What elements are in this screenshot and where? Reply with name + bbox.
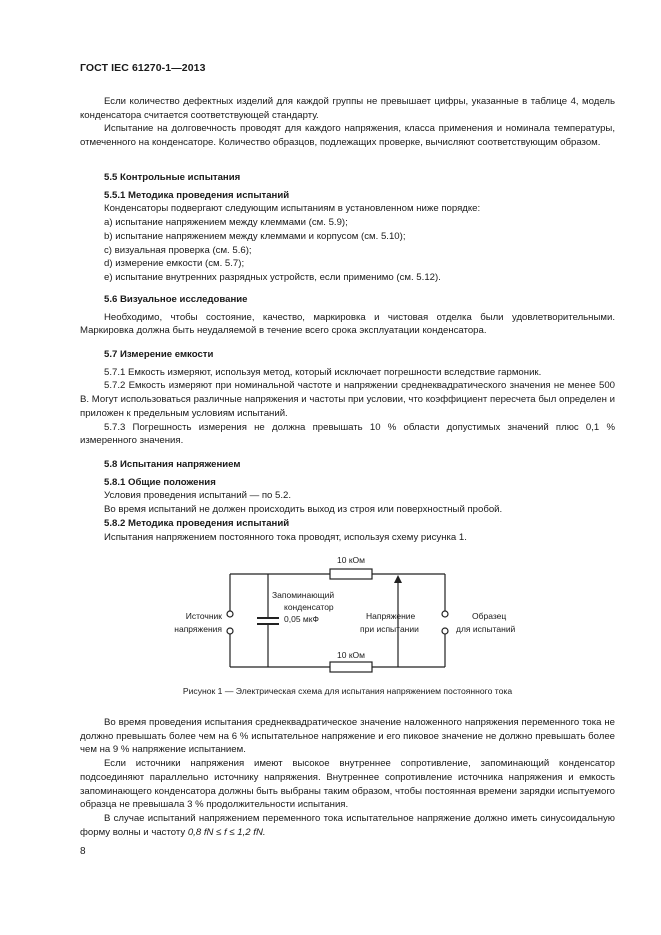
test-voltage-label: Напряжение: [366, 611, 416, 621]
test-voltage-label: при испытании: [360, 624, 419, 634]
page-number: 8: [80, 846, 86, 857]
intro-paragraph-1: Если количество дефектных изделий для каждой группы не превышает цифры, указанные в таблице 4, модель конденсатора считается соответствующей стандарту.: [80, 96, 615, 121]
capacitor-label: конденсатор: [284, 602, 334, 612]
source-label: напряжения: [174, 624, 222, 634]
list-item: a) испытание напряжением между клеммами (см. 5.9);: [104, 217, 348, 229]
list-item: b) испытание напряжением между клеммами и корпусом (см. 5.10);: [104, 230, 406, 242]
arrow-up-icon: [394, 575, 402, 583]
list-item: d) измерение емкости (см. 5.7);: [104, 258, 245, 270]
paragraph-text: В случае испытаний напряжением переменного тока испытательное напряжение должно иметь синусоидальную форму волны и частоту: [80, 812, 615, 838]
paragraph: Если источники напряжения имеют высокое внутреннее сопротивление, запоминающий конденсатор подсоединяют параллельно источнику напряжения. Внутреннее сопротивление источника напряжения и емкость запоминающего конденсатора должны быть выбраны таким образом, чтобы постоянная времени зарядки испытуемого образца не превышала 3 % продолжительности испытания.: [80, 758, 615, 811]
after-figure-block: [80, 716, 615, 839]
terminal: [442, 611, 448, 617]
section-heading: 5.5 Контрольные испытания: [104, 172, 241, 183]
paragraph-5-7-3: 5.7.3 Погрешность измерения не должна превышать 10 % области допустимых значений плюс 0,1 % измеренного значения.: [80, 421, 615, 447]
capacitor-label: 0,05 мкФ: [284, 614, 319, 624]
capacitor-label: Запоминающий: [272, 590, 335, 600]
frequency-formula: 0,8 fN ≤ f ≤ 1,2 fN.: [187, 826, 266, 838]
subsection-text: Условия проведения испытаний — по 5.2.: [104, 490, 292, 502]
resistor-bottom-label: 10 кОм: [337, 650, 365, 660]
list-item: e) испытание внутренних разрядных устройств, если применимо (см. 5.12).: [104, 271, 441, 283]
terminal: [227, 628, 233, 634]
section-5-5: [80, 171, 615, 285]
section-heading: 5.6 Визуальное исследование: [104, 294, 248, 305]
subsection-heading: 5.8.2 Методика проведения испытаний: [104, 517, 290, 529]
sample-label: для испытаний: [456, 624, 516, 634]
source-label: Источник: [185, 611, 222, 621]
resistor-top-label: 10 кОм: [337, 555, 365, 565]
section-5-8: [80, 458, 615, 544]
paragraph: Во время проведения испытания среднеквадратическое значение наложенного напряжения переменного тока не должно превышать более чем на 6 % испытательное напряжение и его пиковое значение не должно превышать более чем на 9 % напряжение испытанием.: [80, 717, 615, 756]
section-heading: 5.8 Испытания напряжением: [104, 459, 241, 470]
section-heading: 5.7 Измерение емкости: [104, 349, 214, 360]
list-item: c) визуальная проверка (см. 5.6);: [104, 244, 252, 256]
resistor-bottom: [330, 662, 372, 672]
intro-block: [80, 95, 615, 150]
subsection-heading: 5.8.1 Общие положения: [104, 476, 216, 488]
list-lead: Конденсаторы подвергают следующим испытаниям в установленном ниже порядке:: [104, 203, 481, 215]
test-order-list: [80, 216, 615, 285]
circuit-diagram: [0, 548, 661, 678]
sample-label: Образец: [472, 611, 507, 621]
intro-paragraph-2: Испытание на долговечность проводят для каждого напряжения, класса применения и номинала температуры, отмеченного на конденсаторе. Количество образцов, подлежащих проверке, вычисляют соответствующим образом.: [80, 123, 615, 149]
terminal: [227, 611, 233, 617]
paragraph: [80, 812, 615, 839]
section-5-6: [80, 293, 615, 338]
paragraph-5-7-1: 5.7.1 Емкость измеряют, используя метод, который исключает погрешности вследствие гармоник.: [104, 366, 542, 378]
document-header: ГОСТ IEC 61270-1—2013: [80, 62, 206, 74]
subsection-heading: 5.5.1 Методика проведения испытаний: [104, 189, 290, 201]
subsection-text: Во время испытаний не должен происходить выход из строя или поверхностный пробой.: [104, 504, 503, 516]
figure-caption: Рисунок 1 — Электрическая схема для испытания напряжением постоянного тока: [182, 686, 513, 696]
subsection-text: Испытания напряжением постоянного тока проводят, используя схему рисунка 1.: [104, 531, 467, 543]
terminal: [442, 628, 448, 634]
section-text: Необходимо, чтобы состояние, качество, маркировка и чистовая отделка были удовлетворительными. Маркировка должна быть неудаляемой в течение всего срока эксплуатации конденсатора.: [80, 311, 615, 337]
resistor-top: [330, 569, 372, 579]
section-5-7: [80, 348, 615, 448]
paragraph-5-7-2: 5.7.2 Емкость измеряют при номинальной частоте и напряжении среднеквадратического значения не менее 500 В. Могут использоваться различные напряжения и частоты при условии, что коэффициент пересчета был определен и приложен к предельным условиям испытаний.: [80, 380, 615, 419]
